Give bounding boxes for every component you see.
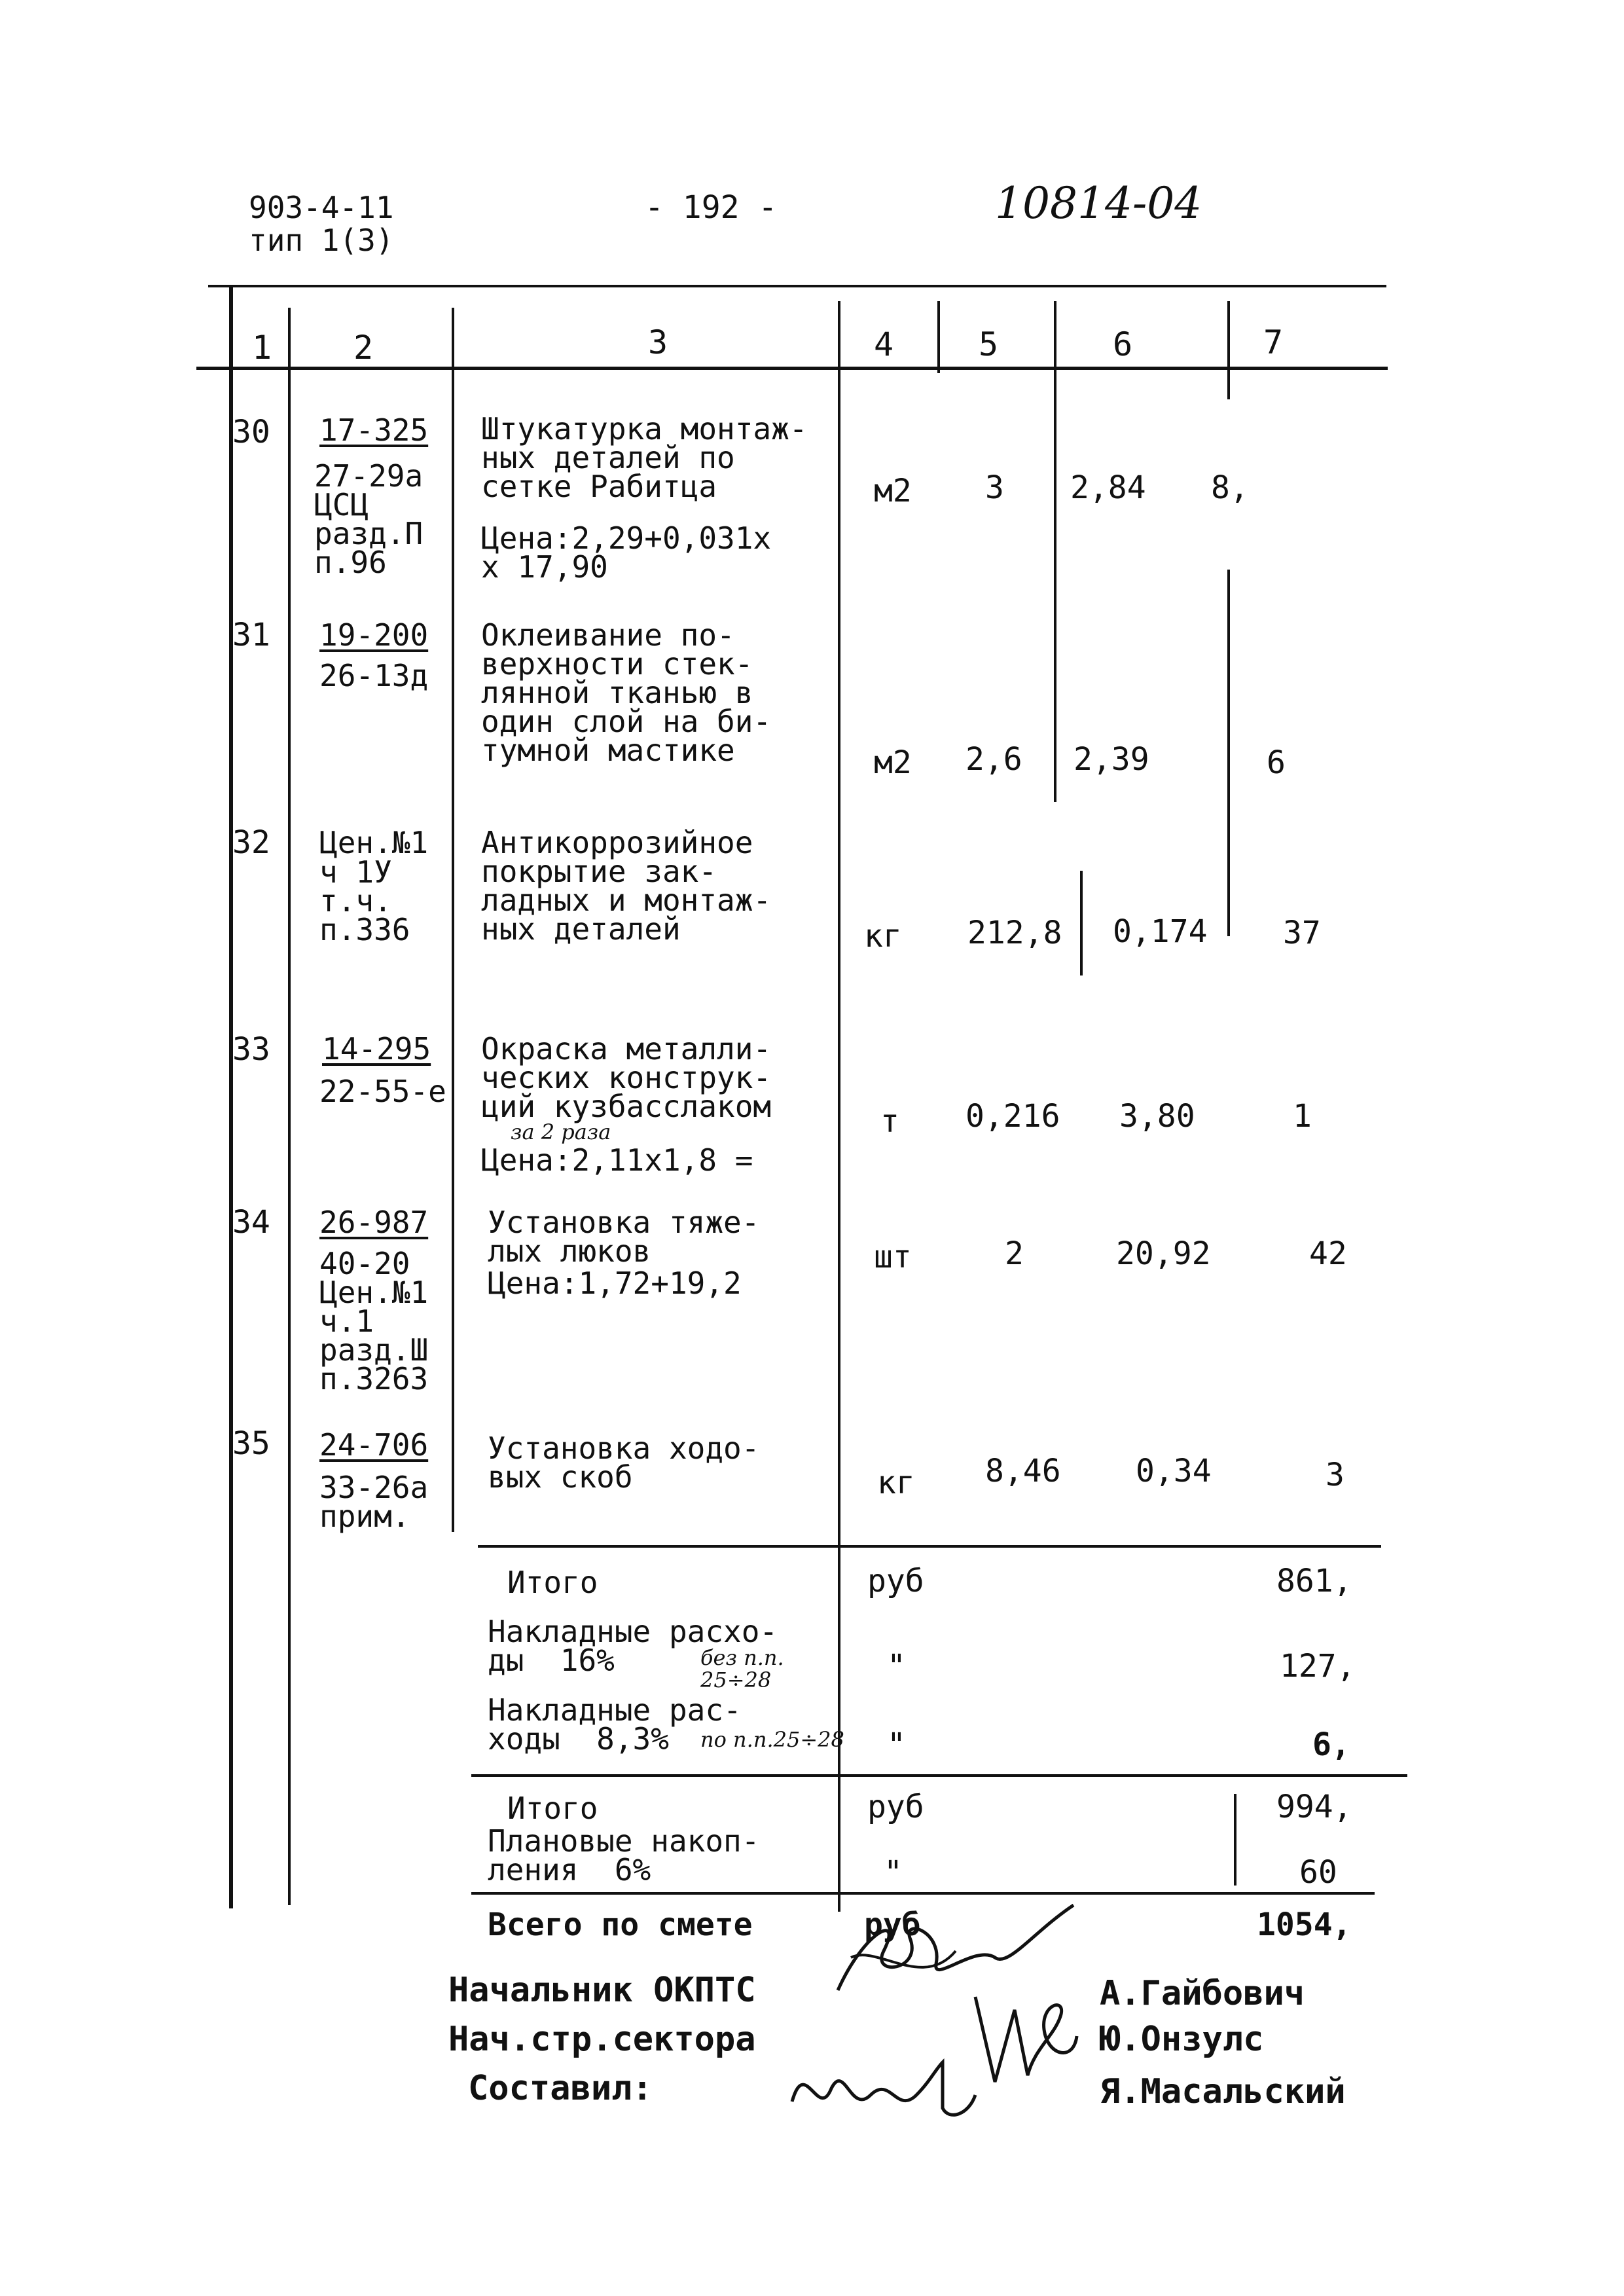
grand-total-label: Всего по смете bbox=[488, 1906, 753, 1943]
signature-role: Составил: bbox=[468, 2069, 653, 2108]
price-note: Цена:1,72+19,2 bbox=[488, 1266, 742, 1301]
itogo-label: Итого bbox=[507, 1791, 598, 1826]
norm-code: Цен.№1 bbox=[319, 825, 429, 860]
column-header: 3 bbox=[648, 323, 668, 361]
norm-code-extra: 33-26а прим. bbox=[319, 1470, 429, 1534]
work-description: Окраска металли- ческих конструк- ций кузбасслаком bbox=[481, 1031, 772, 1124]
unit: м2 bbox=[874, 744, 912, 781]
row-number: 31 bbox=[232, 617, 270, 653]
norm-code: 26-987 bbox=[319, 1205, 429, 1240]
unit-price: 20,92 bbox=[1116, 1235, 1211, 1272]
itogo-total: 994, bbox=[1276, 1789, 1352, 1825]
doc-code: 903-4-11 bbox=[249, 190, 394, 225]
norm-code: 19-200 bbox=[319, 617, 429, 653]
unit: т bbox=[880, 1103, 899, 1140]
work-description: Установка тяже- лых люков bbox=[488, 1205, 760, 1269]
work-description: Оклеивание по- верхности стек- лянной тканью в один слой на би- тумной мастике bbox=[481, 617, 772, 768]
norm-code-extra: 40-20 Цен.№1 ч.1 разд.Ш п.3263 bbox=[319, 1246, 429, 1396]
signature-name: Я.Масальский bbox=[1100, 2072, 1346, 2111]
signature-name: Ю.Онзулс bbox=[1100, 2020, 1264, 2059]
signature-role: Начальник ОКПТС bbox=[448, 1971, 756, 2010]
norm-code: 17-325 bbox=[319, 412, 429, 448]
norm-code-extra: ч 1У т.ч. п.336 bbox=[319, 854, 410, 947]
savings-label: Плановые накоп- ления 6% bbox=[488, 1823, 760, 1887]
norm-code-extra: 27-29а ЦСЦ разд.П п.96 bbox=[314, 458, 424, 580]
doc-type: тип 1(3) bbox=[249, 223, 394, 258]
norm-code-extra: 22-55-е bbox=[319, 1074, 446, 1109]
quantity: 8,46 bbox=[985, 1453, 1061, 1489]
column-header: 5 bbox=[979, 325, 999, 363]
total: 8, bbox=[1211, 469, 1249, 506]
signature-role: Нач.стр.сектора bbox=[448, 2020, 756, 2059]
page-number: - 192 - bbox=[645, 189, 778, 226]
total: 3 bbox=[1326, 1457, 1344, 1493]
unit-price: 2,39 bbox=[1074, 741, 1149, 778]
itogo-unit: руб bbox=[867, 1789, 924, 1825]
grand-total-unit: руб bbox=[864, 1906, 921, 1943]
overhead-note: по п.п.25÷28 bbox=[700, 1727, 844, 1752]
handwritten-code: 10814-04 bbox=[995, 178, 1202, 228]
total: 37 bbox=[1283, 915, 1321, 951]
overhead-note: без п.п. 25÷28 bbox=[700, 1645, 784, 1692]
norm-code-extra: 26-13д bbox=[319, 658, 429, 693]
column-header: 4 bbox=[874, 325, 894, 363]
price-note: Цена:2,29+0,031х х 17,90 bbox=[481, 520, 772, 585]
handwritten-note: за 2 раза bbox=[511, 1120, 611, 1144]
unit-price: 3,80 bbox=[1119, 1098, 1195, 1135]
norm-code: 14-295 bbox=[322, 1031, 431, 1066]
grand-total: 1054, bbox=[1257, 1906, 1352, 1943]
work-description: Установка ходо- вых скоб bbox=[488, 1430, 760, 1495]
unit-price: 2,84 bbox=[1070, 469, 1146, 506]
overhead-total: 127, bbox=[1280, 1648, 1356, 1685]
savings-total: 60 bbox=[1299, 1854, 1337, 1891]
unit-price: 0,34 bbox=[1136, 1453, 1212, 1489]
column-header: 7 bbox=[1263, 323, 1284, 361]
overhead-unit: " bbox=[887, 1726, 906, 1763]
column-header: 6 bbox=[1113, 325, 1133, 363]
overhead-label: Накладные рас- ходы 8,3% bbox=[488, 1692, 742, 1757]
quantity: 3 bbox=[985, 469, 1004, 506]
total: 42 bbox=[1309, 1235, 1347, 1272]
unit: шт bbox=[874, 1239, 912, 1275]
total: 1 bbox=[1293, 1098, 1312, 1135]
column-header: 2 bbox=[353, 329, 374, 367]
unit: кг bbox=[877, 1465, 915, 1501]
signature-scribble-icon bbox=[785, 2043, 982, 2134]
row-number: 32 bbox=[232, 824, 270, 861]
row-number: 35 bbox=[232, 1425, 270, 1462]
itogo-total: 861, bbox=[1276, 1563, 1352, 1599]
itogo-unit: руб bbox=[867, 1563, 924, 1599]
quantity: 2 bbox=[1005, 1235, 1024, 1272]
row-number: 30 bbox=[232, 414, 270, 450]
price-note: Цена:2,11х1,8 = bbox=[481, 1142, 753, 1178]
row-number: 33 bbox=[232, 1031, 270, 1068]
work-description: Антикоррозийное покрытие зак- ладных и монтаж- ных деталей bbox=[481, 825, 772, 947]
overhead-unit: " bbox=[887, 1648, 906, 1685]
unit: кг bbox=[864, 918, 902, 955]
row-number: 34 bbox=[232, 1204, 270, 1241]
quantity: 2,6 bbox=[965, 741, 1022, 778]
column-header: 1 bbox=[252, 329, 272, 367]
unit: м2 bbox=[874, 473, 912, 509]
signature-name: А.Гайбович bbox=[1100, 1974, 1305, 2013]
overhead-label: Накладные расхо- ды 16% bbox=[488, 1614, 778, 1678]
quantity: 212,8 bbox=[967, 915, 1062, 951]
work-description: Штукатурка монтаж- ных деталей по сетке Рабитца bbox=[481, 411, 808, 504]
overhead-total: 6, bbox=[1312, 1726, 1350, 1763]
savings-unit: " bbox=[884, 1854, 903, 1891]
quantity: 0,216 bbox=[965, 1098, 1060, 1135]
itogo-label: Итого bbox=[507, 1565, 598, 1600]
unit-price: 0,174 bbox=[1113, 913, 1208, 950]
total: 6 bbox=[1267, 744, 1286, 781]
norm-code: 24-706 bbox=[319, 1427, 429, 1463]
